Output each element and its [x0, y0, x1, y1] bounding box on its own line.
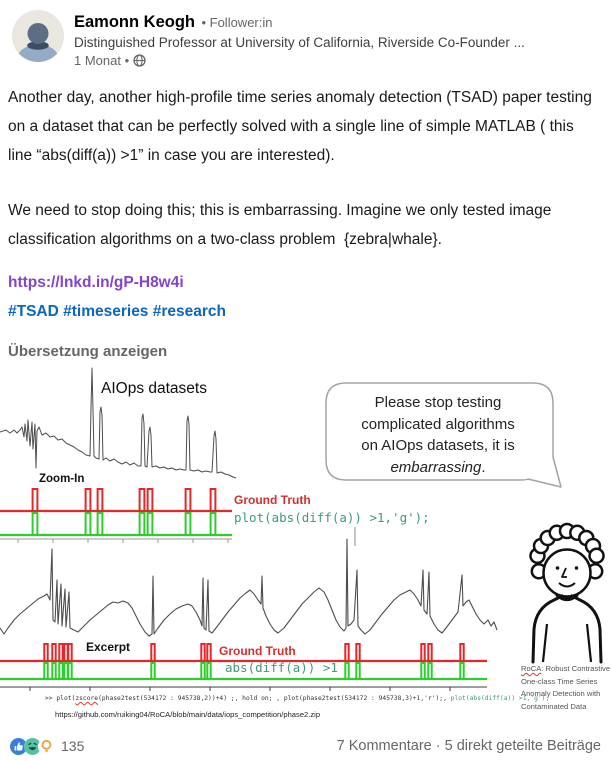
cartoon-person: [530, 524, 603, 662]
roca-caption-line-3: Anomaly Detection with: [521, 689, 601, 698]
roca-caption-line-4: Contaminated Data: [521, 701, 587, 711]
reactions[interactable]: [10, 738, 84, 755]
post-body: [0, 68, 611, 360]
post-paragraph-2: We need to stop doing this; this is embarrassing. Imagine we only tested image classification algorithms on a two-class problem {zebra|whale}.: [8, 202, 556, 248]
figure-title: AIOps datasets: [101, 380, 207, 397]
zoom-in-label: Zoom-In: [39, 473, 85, 485]
bubble-line-3: on AIOps datasets, it is: [361, 437, 515, 454]
social-counts[interactable]: 7 Kommentare · 5 direkt geteilte Beiträge: [336, 738, 601, 754]
speech-bubble-text: [330, 392, 546, 478]
roca-caption-line-2: One-class Time Series: [521, 676, 598, 686]
post-header: [0, 0, 611, 68]
abs-diff-label: abs(diff(a)) >1: [225, 660, 338, 675]
post-paragraph-1: Another day, another high-profile time series anomaly detection (TSAD) paper testing on a dataset that can be perfectly solved with a single line of simple MATLAB ( this line “abs(diff(a)) >1” in case you are interested).: [8, 89, 597, 164]
code-green-part: plot(abs(diff(a)) >1,'g');: [450, 695, 550, 702]
roca-caption-line-1: [521, 663, 611, 676]
bubble-italic-word: embarrassing: [390, 458, 482, 476]
github-url: https://github.com/ruiking04/RoCA/blob/main/data/iops_competition/phase2.zip: [55, 710, 321, 719]
left-eye: [556, 566, 560, 570]
author-subtitle: Distinguished Professor at University of California, Riverside Co-Founder ...: [74, 35, 525, 50]
post-image[interactable]: [0, 362, 611, 730]
code-mid: (phase2test(534172 : 945738,2))+4) ;, hold on; , plot(phase2test(534172 : 945738,3)+1,'r');,: [98, 695, 451, 702]
link-block: [8, 268, 601, 326]
bubble-line-1: Please stop testing: [374, 394, 502, 411]
bottom-timeseries: [0, 539, 497, 636]
roca-rest: : Robust Contrastive: [541, 664, 611, 673]
bubble-line-4: [330, 457, 546, 479]
post-hashtags[interactable]: #TSAD #timeseries #research: [8, 303, 226, 320]
translate-button[interactable]: Übersetzung anzeigen: [8, 343, 168, 360]
post-time: [74, 53, 525, 68]
author-name[interactable]: Eamonn Keogh: [74, 13, 196, 31]
insightful-icon[interactable]: [38, 738, 55, 755]
post-age: 1 Monat •: [74, 53, 130, 68]
zoom-in-pulse-trains: [0, 489, 232, 543]
reaction-count[interactable]: 135: [61, 738, 85, 754]
ground-truth-label-1: Ground Truth: [234, 493, 311, 507]
header-text: [74, 10, 525, 68]
avatar[interactable]: [12, 10, 64, 62]
default-avatar-icon: [12, 10, 64, 62]
right-eye: [575, 566, 579, 570]
post-link[interactable]: https://lnkd.in/gP-H8w4i: [8, 274, 184, 291]
roca-word: RoCA: [521, 664, 542, 673]
code-zscore: zscore: [75, 695, 99, 702]
plot-code-label: plot(abs(diff(a)) >1,'g');: [234, 510, 430, 525]
author-line: [74, 13, 525, 32]
bubble-line-2: complicated algorithms: [361, 415, 515, 433]
excerpt-label: Excerpt: [86, 640, 131, 654]
roca-caption: [521, 663, 611, 713]
ground-truth-label-2: Ground Truth: [219, 644, 296, 658]
matlab-command-line: [45, 695, 549, 702]
post-footer: [0, 731, 611, 761]
bubble-period: .: [481, 458, 486, 476]
author-badge: • Follower:in: [201, 15, 273, 30]
code-prefix: >> plot(: [45, 695, 76, 702]
globe-icon: [133, 54, 146, 67]
